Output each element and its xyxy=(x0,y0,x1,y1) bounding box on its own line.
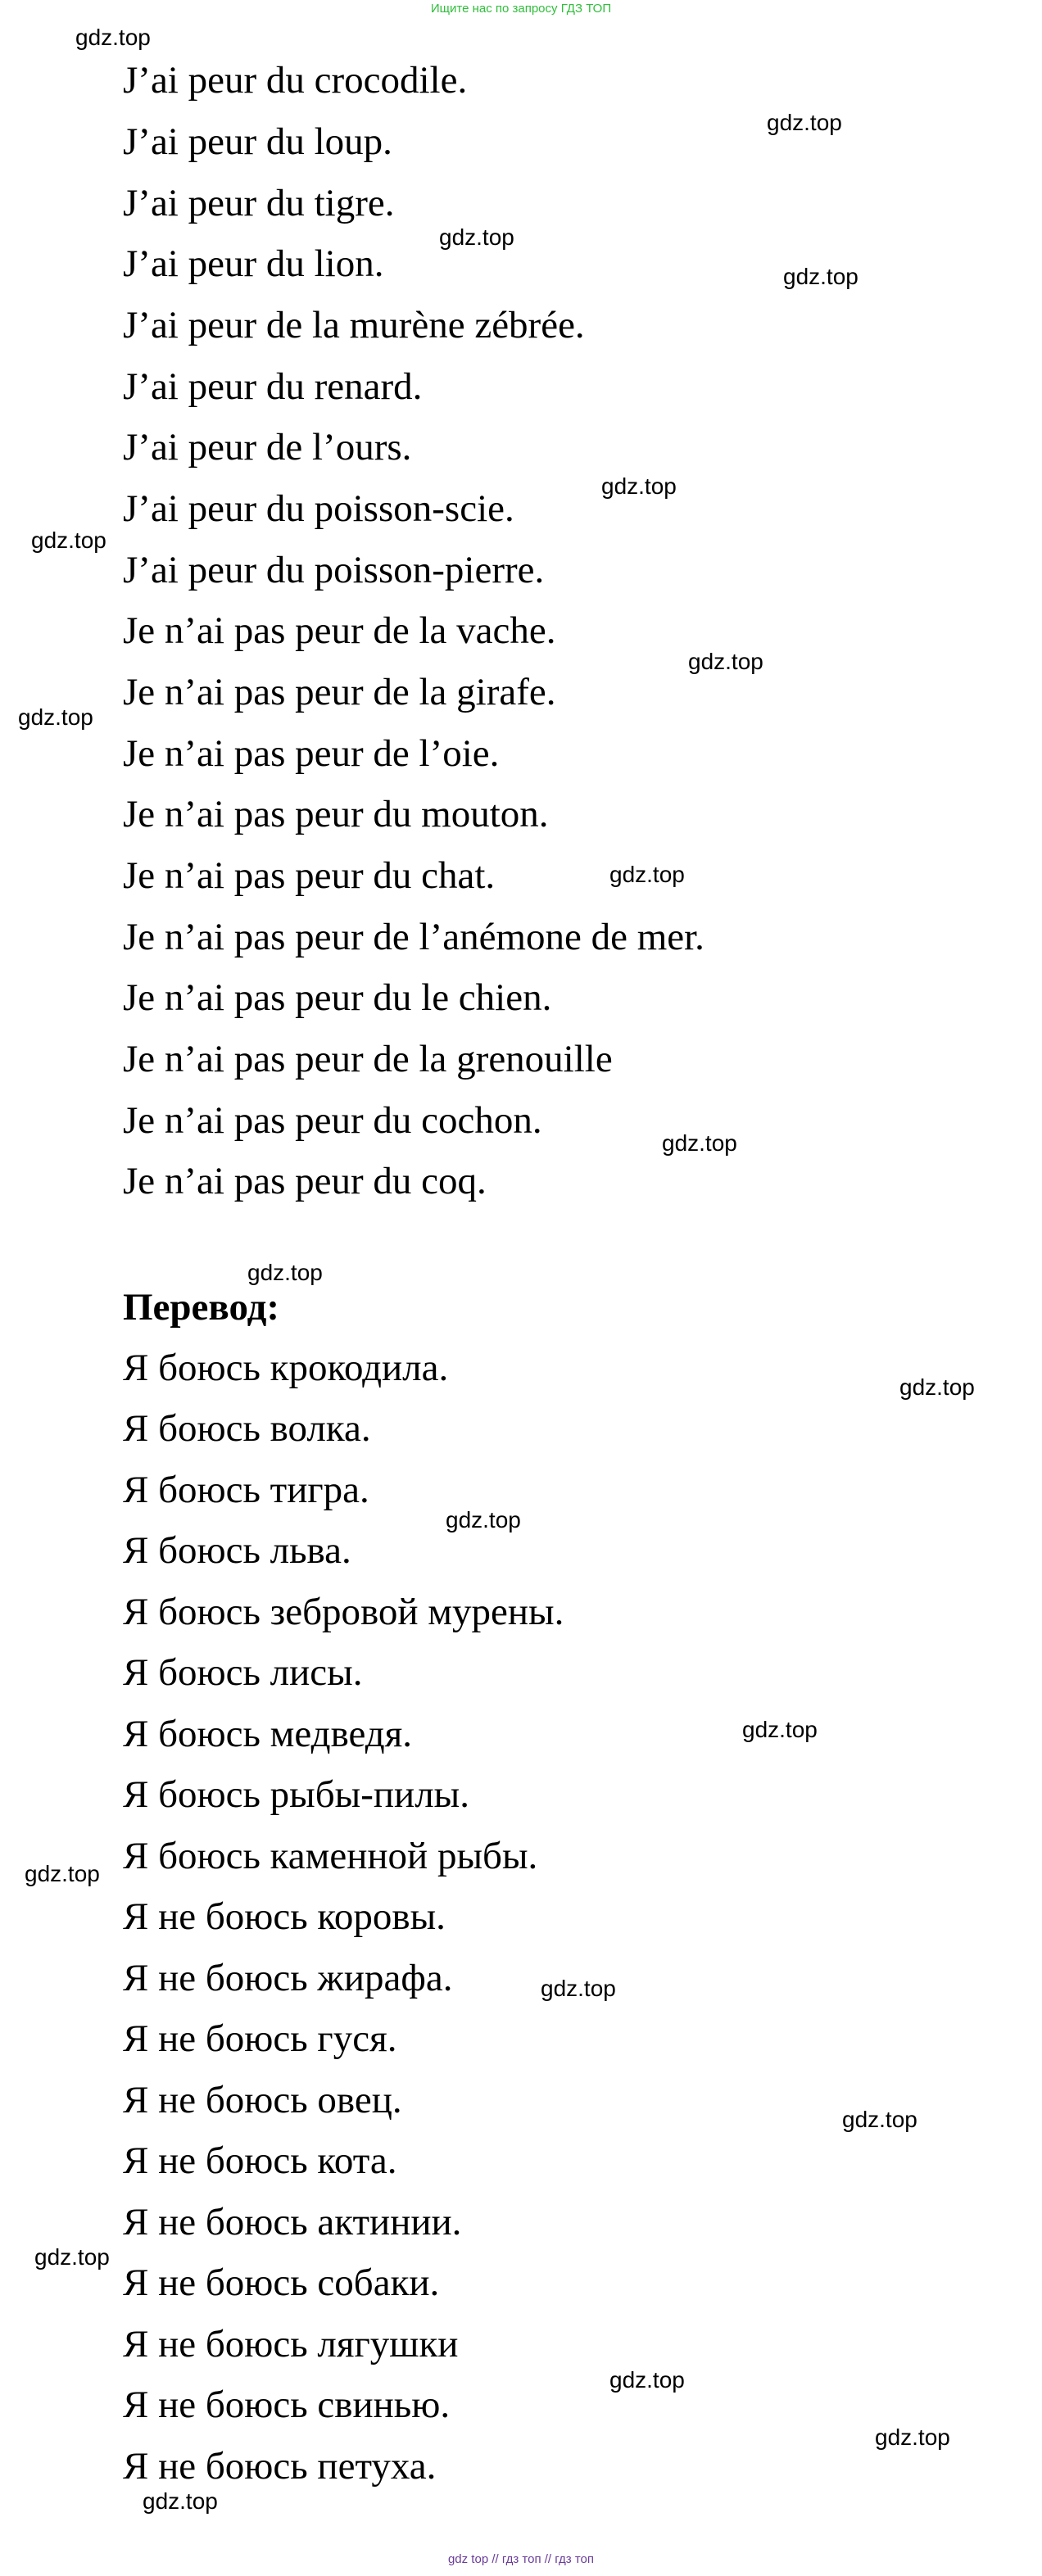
watermark: gdz.top xyxy=(541,1976,616,2001)
french-line: Je n’ai pas peur du mouton. xyxy=(123,793,549,835)
french-line: J’ai peur du crocodile. xyxy=(123,59,468,102)
french-line: Je n’ai pas peur de la girafe. xyxy=(123,671,556,713)
translation-line: Я не боюсь овец. xyxy=(123,2079,402,2121)
french-line: J’ai peur du lion. xyxy=(123,242,384,285)
translation-line: Я не боюсь жирафа. xyxy=(123,1957,453,1999)
watermark: gdz.top xyxy=(783,264,859,289)
translation-line: Я не боюсь собаки. xyxy=(123,2261,440,2304)
watermark: gdz.top xyxy=(609,862,685,887)
watermark: gdz.top xyxy=(18,704,93,730)
watermark: gdz.top xyxy=(662,1130,737,1156)
watermark: gdz.top xyxy=(247,1260,323,1285)
translation-line: Я не боюсь актинии. xyxy=(123,2201,462,2243)
french-line: Je n’ai pas peur du le chien. xyxy=(123,976,552,1019)
translation-line: Я боюсь льва. xyxy=(123,1529,351,1572)
french-line: J’ai peur du poisson-scie. xyxy=(123,487,514,530)
translation-line: Я не боюсь гуся. xyxy=(123,2017,397,2060)
watermark: gdz.top xyxy=(601,473,677,499)
translation-line: Я боюсь лисы. xyxy=(123,1651,363,1694)
french-line: J’ai peur du loup. xyxy=(123,120,392,163)
watermark: gdz.top xyxy=(842,2107,917,2132)
french-line: J’ai peur du renard. xyxy=(123,365,423,408)
watermark: gdz.top xyxy=(446,1507,521,1532)
french-line: Je n’ai pas peur du coq. xyxy=(123,1160,487,1202)
top-banner: Ищите нас по запросу ГДЗ ТОП xyxy=(430,2,612,16)
french-line: J’ai peur du poisson-pierre. xyxy=(123,549,545,591)
french-line: J’ai peur de l’ours. xyxy=(123,426,412,469)
french-line: J’ai peur du tigre. xyxy=(123,182,395,224)
translation-line: Я боюсь каменной рыбы. xyxy=(123,1835,538,1877)
watermark: gdz.top xyxy=(25,1861,100,1886)
translation-line: Я боюсь медведя. xyxy=(123,1713,413,1755)
french-line: Je n’ai pas peur de l’anémone de mer. xyxy=(123,916,704,958)
french-line: Je n’ai pas peur de la grenouille xyxy=(123,1038,613,1080)
footer: gdz top // гдз топ // гдз топ xyxy=(447,2552,595,2566)
translation-line: Я не боюсь кота. xyxy=(123,2139,397,2182)
watermark: gdz.top xyxy=(34,2244,110,2270)
watermark: gdz.top xyxy=(31,527,106,553)
watermark: gdz.top xyxy=(609,2367,685,2393)
french-line: Je n’ai pas peur de la vache. xyxy=(123,609,556,652)
translation-line: Я боюсь рыбы-пилы. xyxy=(123,1773,469,1816)
watermark: gdz.top xyxy=(688,649,763,674)
watermark: gdz.top xyxy=(767,110,842,135)
translation-line: Я боюсь тигра. xyxy=(123,1469,369,1511)
translation-line: Я боюсь зебровой мурены. xyxy=(123,1591,564,1633)
translation-line: Я не боюсь петуха. xyxy=(123,2445,437,2488)
french-line: Je n’ai pas peur du cochon. xyxy=(123,1099,542,1142)
translation-heading: Перевод: xyxy=(123,1286,280,1329)
watermark: gdz.top xyxy=(75,25,151,50)
french-line: Je n’ai pas peur de l’oie. xyxy=(123,732,500,775)
watermark: gdz.top xyxy=(875,2424,950,2450)
translation-line: Я не боюсь свинью. xyxy=(123,2384,451,2426)
translation-line: Я боюсь волка. xyxy=(123,1407,371,1450)
translation-line: Я не боюсь лягушки xyxy=(123,2323,459,2365)
french-line: J’ai peur de la murène zébrée. xyxy=(123,304,585,346)
watermark: gdz.top xyxy=(742,1717,818,1742)
watermark: gdz.top xyxy=(439,224,514,250)
watermark: gdz.top xyxy=(143,2488,218,2514)
watermark: gdz.top xyxy=(899,1374,975,1400)
translation-line: Я боюсь крокодила. xyxy=(123,1347,449,1389)
translation-line: Я не боюсь коровы. xyxy=(123,1895,446,1938)
french-line: Je n’ai pas peur du chat. xyxy=(123,854,496,897)
